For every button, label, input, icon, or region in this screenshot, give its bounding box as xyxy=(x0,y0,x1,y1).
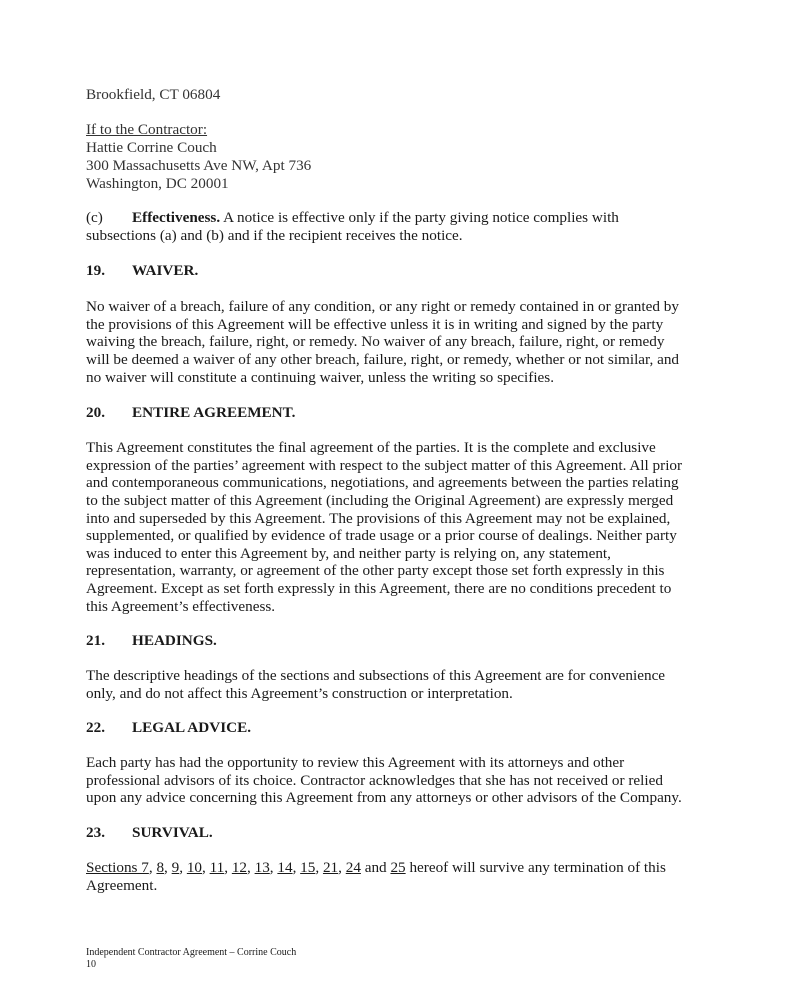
section-heading-waiver xyxy=(86,262,686,280)
section-body-entire-agreement: This Agreement constitutes the final agreement of the parties. It is the complete and exclusive expression of the parties’ agreement with respect to the subject matter of this Agreement. All prior and contemporaneous communications, negotiations, and agreements between the parties relating to the subject matter of this Agreement (including the Original Agreement) are expressly merged into and superseded by this Agreement. The provisions of this Agreement may not be explained, supplemented, or qualified by evidence of trade usage or a prior course of dealings. Neither party was induced to enter this Agreement by, and neither party is relying on, any statement, representation, warranty, or agreement of the other party except those set forth expressly in this Agreement. Except as set forth expressly in this Agreement, there are no conditions precedent to this Agreement’s effectiveness. xyxy=(86,439,683,615)
contractor-street: 300 Massachusetts Ave NW, Apt 736 xyxy=(86,157,312,174)
section-title: SURVIVAL. xyxy=(132,824,213,842)
section-ref: Sections 7 xyxy=(86,859,149,877)
section-title: ENTIRE AGREEMENT. xyxy=(132,404,296,422)
section-ref: 13 xyxy=(254,859,270,877)
section-ref: 21 xyxy=(322,859,339,877)
section-number: 21. xyxy=(86,632,105,650)
contractor-name: Hattie Corrine Couch xyxy=(86,139,217,156)
contractor-address-block xyxy=(86,121,686,193)
section-ref: 9 xyxy=(171,859,180,877)
footer-title: Independent Contractor Agreement – Corrine Couch xyxy=(86,947,297,958)
survival-tail: hereof will survive any termination of this Agreement. xyxy=(86,859,666,894)
effectiveness-title: Effectiveness. xyxy=(132,209,221,226)
section-heading-headings xyxy=(86,632,686,650)
section-ref: 15 xyxy=(300,859,316,877)
section-title: LEGAL ADVICE. xyxy=(132,719,251,737)
section-number: 19. xyxy=(86,262,105,280)
page-number: 10 xyxy=(86,959,96,970)
section-ref: 12 xyxy=(231,859,248,877)
contractor-label: If to the Contractor: xyxy=(86,121,208,138)
page-footer xyxy=(86,947,296,971)
subsection-label: (c) xyxy=(86,209,103,226)
section-body-survival: Sections 7, 8, 9, 10, 11, 12, 13, 14, 15, 21, 24 and 25 hereof will survive any termination of this Agreement. xyxy=(86,859,666,894)
section-ref: 11 xyxy=(209,859,225,877)
effectiveness-text: A notice is effective only if the party giving notice complies with subsections (a) and (b) and if the recipient receives the notice. xyxy=(86,209,619,244)
section-ref: 25 xyxy=(390,859,406,877)
document-page xyxy=(86,86,686,894)
section-number: 20. xyxy=(86,404,105,422)
section-body-legal-advice: Each party has had the opportunity to review this Agreement with its attorneys and other professional advisors of its choice. Contractor acknowledges that she has not received or relied upon any advice concerning this Agreement from any attorneys or other advisors of the Company. xyxy=(86,754,682,807)
and-word: and xyxy=(360,859,391,877)
address-line-city: Brookfield, CT 06804 xyxy=(86,86,221,103)
section-body-waiver: No waiver of a breach, failure of any condition, or any right or remedy contained in or granted by the provisions of this Agreement will be effective unless it is in writing and signed by the party waiving the breach, failure, right, or remedy. No waiver of any breach, failure, right, or remedy will be deemed a waiver of any other breach, failure, right, or remedy, whether or not similar, and no waiver will constitute a continuing waiver, unless the writing so specifies. xyxy=(86,298,680,386)
section-title: WAIVER. xyxy=(132,262,199,280)
section-heading-legal-advice xyxy=(86,719,686,737)
section-title: HEADINGS. xyxy=(132,632,217,650)
section-ref: 24 xyxy=(345,859,361,877)
section-body-headings: The descriptive headings of the sections and subsections of this Agreement are for convenience only, and do not affect this Agreement’s construction or interpretation. xyxy=(86,667,666,702)
section-ref: 10 xyxy=(186,859,203,877)
contractor-city: Washington, DC 20001 xyxy=(86,175,229,192)
section-number: 23. xyxy=(86,824,105,842)
section-number: 22. xyxy=(86,719,105,737)
section-heading-entire-agreement xyxy=(86,404,686,422)
section-ref: 8 xyxy=(156,859,165,877)
section-ref: 14 xyxy=(277,859,293,877)
section-heading-survival xyxy=(86,824,686,842)
effectiveness-paragraph xyxy=(86,209,686,244)
